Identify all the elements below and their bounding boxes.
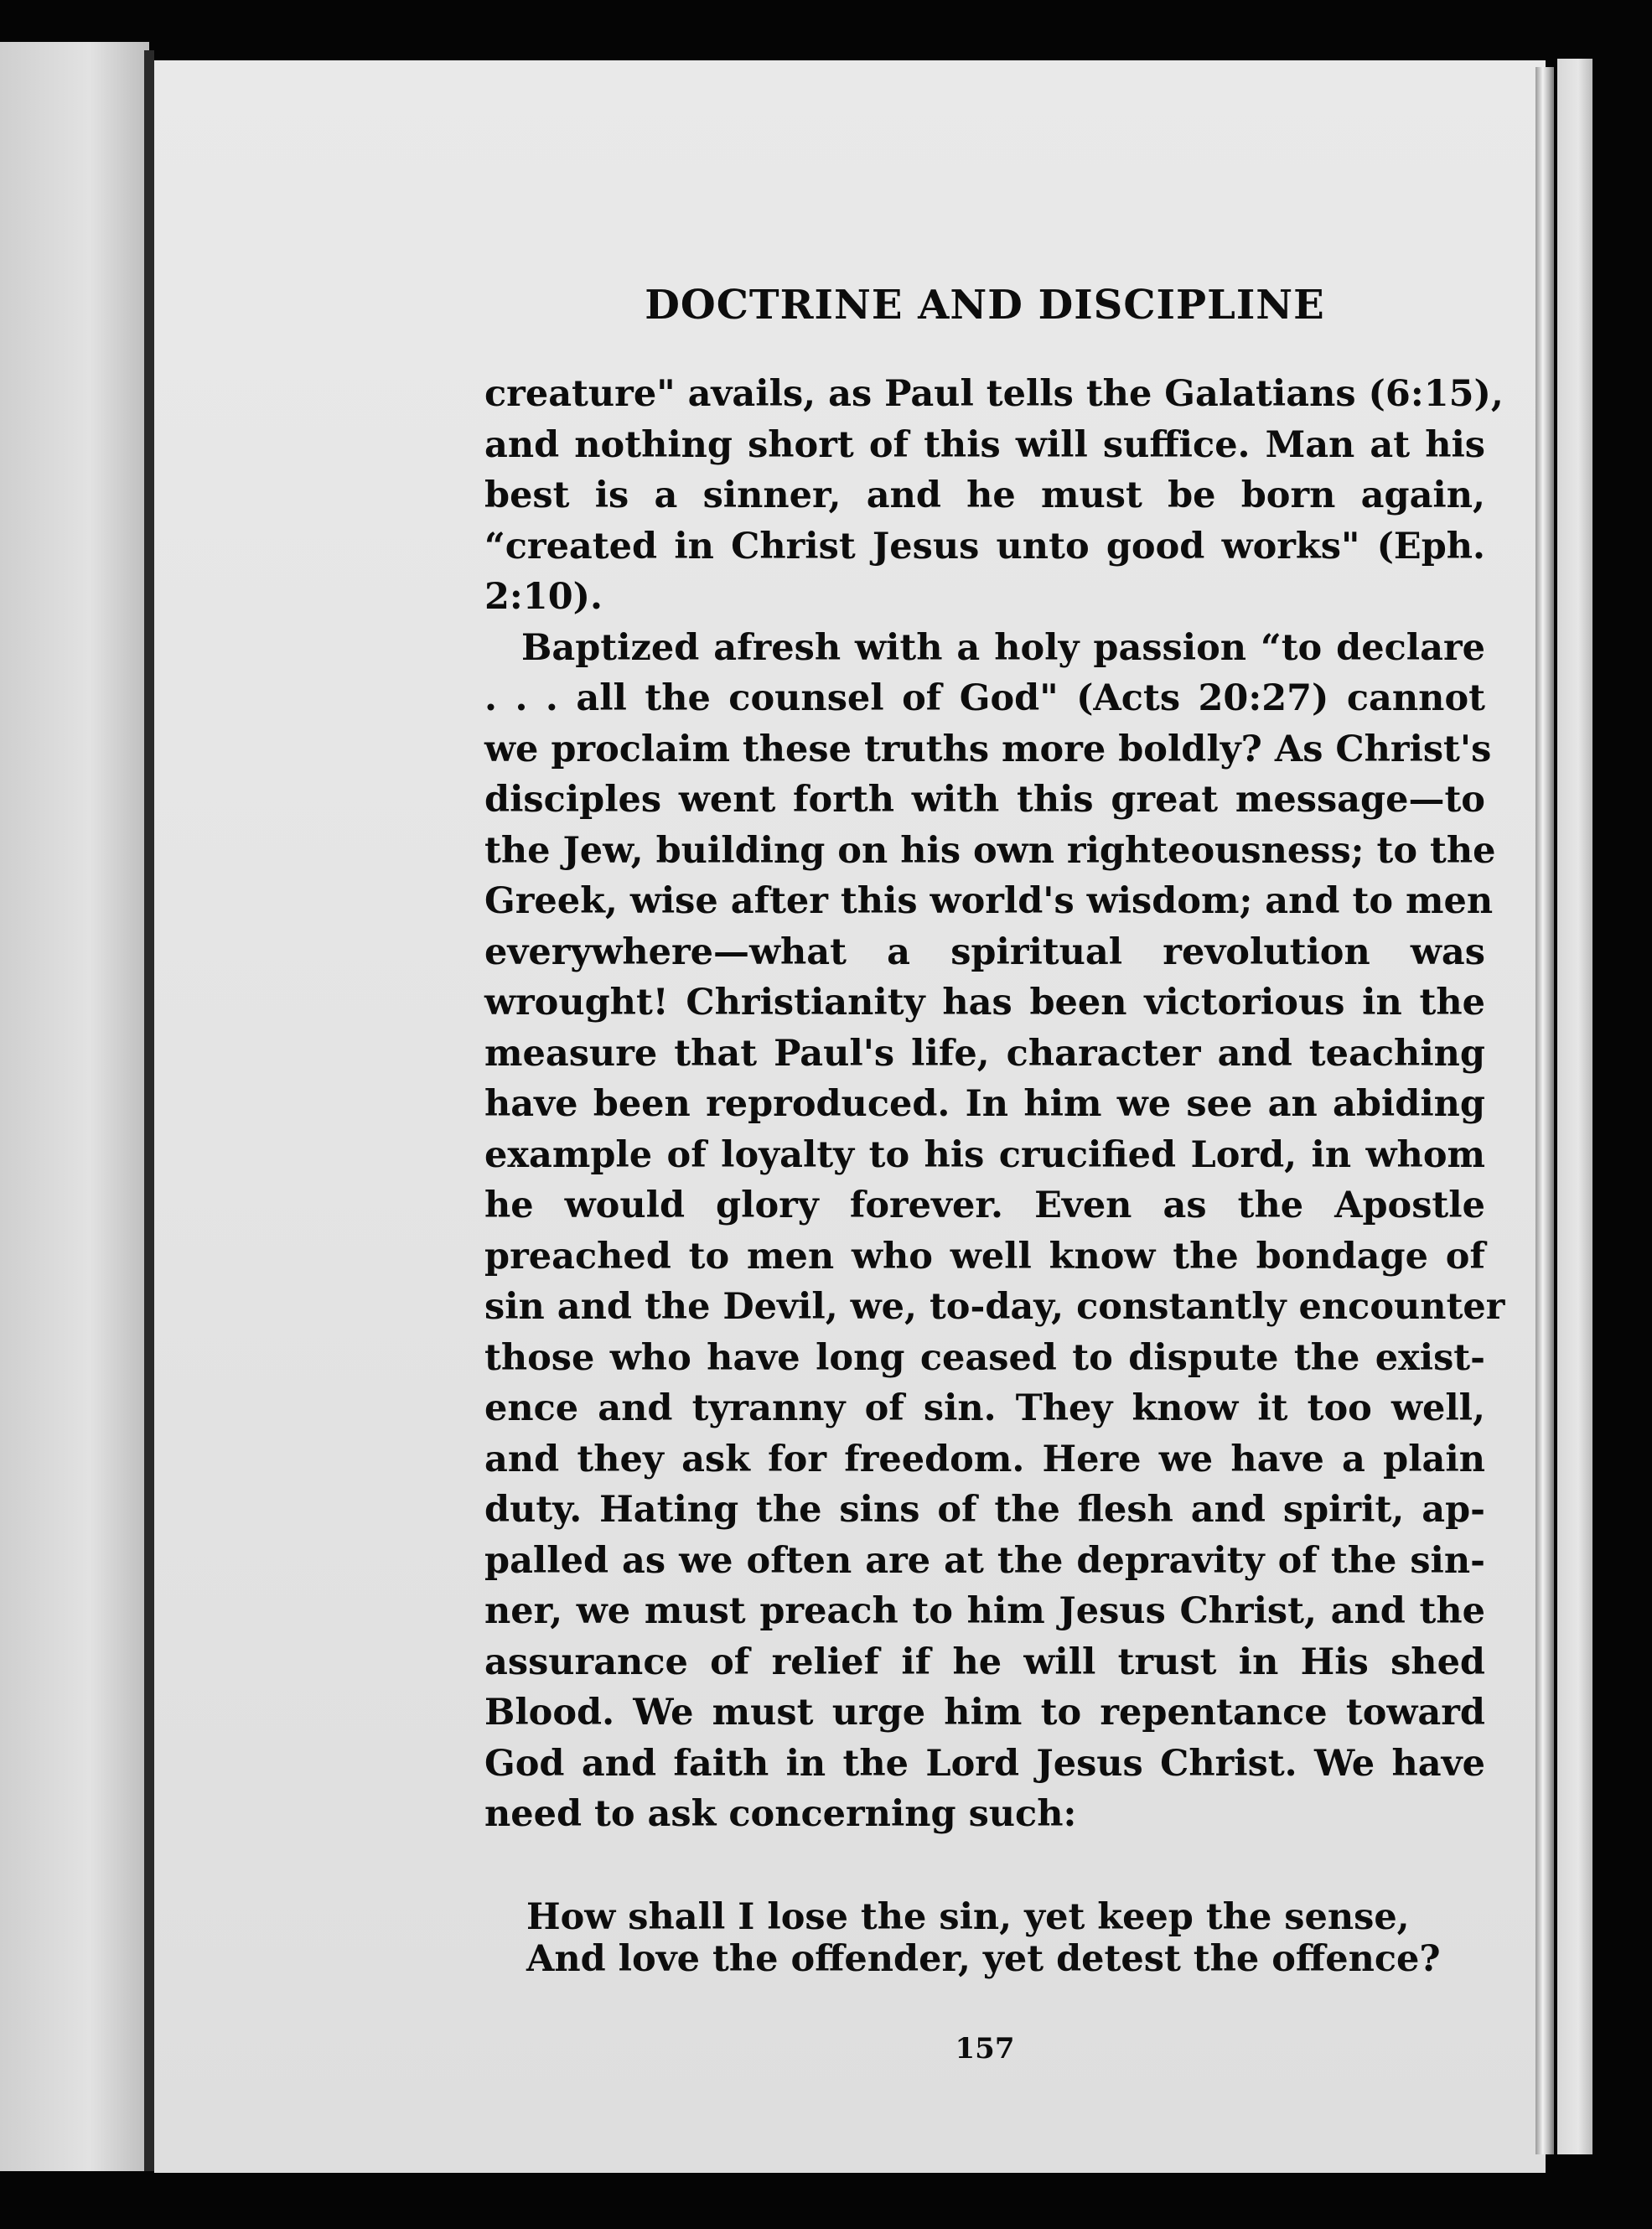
paragraph-line: sin and the Devil, we, to-day, constantly encounter: [484, 1286, 1505, 1328]
paragraph-line: the Jew, building on his own righteousness; to the: [484, 829, 1496, 872]
verse-line: And love the offender, yet detest the offence?: [526, 1938, 1441, 1980]
paragraph-line: have been reproduced. In him we see an abiding: [484, 1083, 1485, 1125]
paragraph-line: preached to men who well know the bondage of: [484, 1235, 1485, 1278]
running-head: DOCTRINE AND DISCIPLINE: [645, 282, 1325, 329]
facing-page-edge: [0, 42, 149, 2171]
paragraph-line: 2:10).: [484, 576, 603, 618]
gutter-shadow: [144, 50, 154, 2171]
paragraph-line: duty. Hating the sins of the flesh and spirit, ap-: [484, 1489, 1485, 1531]
paragraph-line: need to ask concerning such:: [484, 1793, 1077, 1835]
paragraph-line: best is a sinner, and he must be born again,: [484, 474, 1485, 516]
paragraph-line: Blood. We must urge him to repentance toward: [484, 1692, 1485, 1734]
paragraph-line: . . . all the counsel of God" (Acts 20:27) cannot: [484, 677, 1485, 719]
paragraph-line: those who have long ceased to dispute the exist-: [484, 1336, 1485, 1379]
verse-quotation: [526, 1896, 1485, 1980]
paragraph-line: we proclaim these truths more boldly? As Christ's: [484, 728, 1492, 770]
page-number: 157: [955, 2032, 1015, 2066]
paragraph-line: he would glory forever. Even as the Apostle: [484, 1184, 1485, 1226]
paragraph-line: example of loyalty to his crucified Lord, in whom: [484, 1133, 1485, 1176]
paragraph-line: Greek, wise after this world's wisdom; and to men: [484, 880, 1494, 922]
paragraph-line: creature" avails, as Paul tells the Galatians (6:15),: [484, 373, 1504, 415]
paragraph-line: disciples went forth with this great message—to: [484, 779, 1485, 821]
paragraph-line: palled as we often are at the depravity of the sin-: [484, 1539, 1485, 1582]
paragraph-line: everywhere—what a spiritual revolution was: [484, 930, 1485, 973]
paragraph-line: wrought! Christianity has been victorious in the: [484, 982, 1485, 1024]
page-stack-edge-outer: [1557, 59, 1592, 2154]
paragraph-line: ner, we must preach to him Jesus Christ, and the: [484, 1590, 1485, 1632]
paragraph-line: and nothing short of this will suffice. Man at his: [484, 423, 1485, 466]
body-text: [484, 369, 1505, 1840]
paragraph-line: Baptized afresh with a holy passion “to declare: [521, 626, 1485, 669]
paragraph-line: and they ask for freedom. Here we have a plain: [484, 1438, 1485, 1480]
book-page: [154, 60, 1546, 2173]
verse-line: How shall I lose the sin, yet keep the sense,: [526, 1896, 1410, 1938]
paragraph-line: “created in Christ Jesus unto good works" (Eph.: [484, 525, 1485, 568]
page-stack-edge: [1535, 67, 1554, 2154]
paragraph-line: assurance of relief if he will trust in His shed: [484, 1641, 1485, 1683]
paragraph-line: measure that Paul's life, character and teaching: [484, 1032, 1485, 1075]
paragraph-line: ence and tyranny of sin. They know it too well,: [484, 1387, 1485, 1429]
paragraph-line: God and faith in the Lord Jesus Christ. We have: [484, 1742, 1485, 1785]
